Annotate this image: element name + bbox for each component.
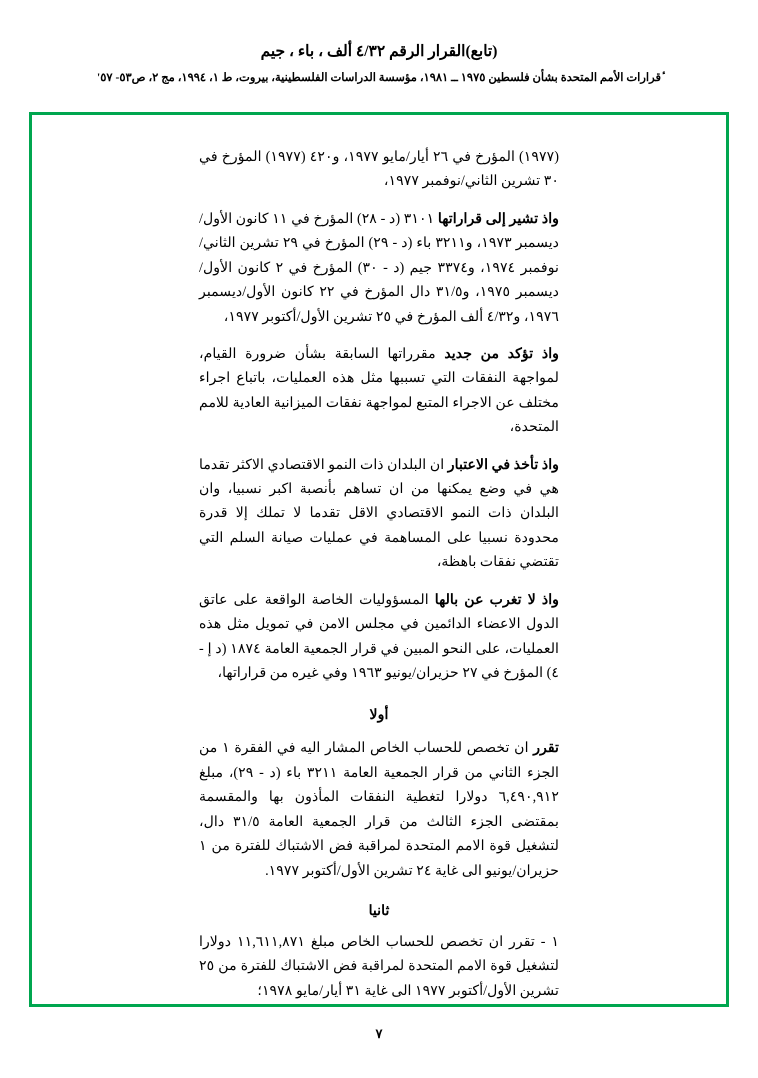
- paragraph-5: [199, 588, 559, 686]
- page-number: ٧: [375, 1026, 383, 1041]
- paragraph-5-text: المسؤوليات الخاصة الواقعة على عاتق الدول الاعضاء الدائمين في مجلس الامن في تمويل مثل هذه العمليات، على النحو المبين في قرار الجمعية العامة ١٨٧٤ (د إ - ٤) المؤرخ في ٢٧ حزيران/يونيو ١٩٦٣ وفي غيره من قراراتها،: [199, 591, 559, 682]
- document-body: [32, 115, 726, 1004]
- paragraph-1: [199, 145, 559, 194]
- content-frame-border: [29, 112, 729, 1007]
- paragraph-4-text: ان البلدان ذات النمو الاقتصادي الاكثر تقدما هي في وضع يمكنها من ان تساهم بأنصبة اكبر نسبيا، وان البلدان ذات النمو الاقتصادي الاقل تقدما لا تملك إلا قدرة محدودة نسبيا على المساهمة في عمليات صيانة السلم التي تقتضي نفقات باهظة،: [199, 456, 559, 571]
- paragraph-6: [199, 736, 559, 883]
- paragraph-3-lead: واذ تؤكد من جديد: [444, 345, 560, 362]
- section-heading-one: أولا: [369, 707, 389, 724]
- paragraph-1-text: (١٩٧٧) المؤرخ في ٢٦ أيار/مايو ١٩٧٧، و٤٢٠ (١٩٧٧) المؤرخ في ٣٠ تشرين الثاني/نوفمبر ١٩٧٧،: [199, 149, 559, 190]
- paragraph-2-text: ٣١٠١ (د - ٢٨) المؤرخ في ١١ كانون الأول/ديسمبر ١٩٧٣، و٣٢١١ باء (د - ٢٩) المؤرخ في ٢٩ تشرين الثاني/نوفمبر ١٩٧٤، و٣٣٧٤ جيم (د - ٣٠) المؤرخ في ٢ كانون الأول/ديسمبر ١٩٧٥، و٣١/٥ دال المؤرخ في ٢٢ كانون الأول/ديسمبر ١٩٧٦، و٤/٣٢ ألف المؤرخ في ٢٥ تشرين الأول/أكتوبر ١٩٧٧،: [199, 210, 559, 325]
- document-title: (تابع)القرار الرقم ٤/٣٢ ألف ، باء ، جيم: [260, 43, 498, 60]
- paragraph-7: [199, 930, 559, 1003]
- text-column: [199, 145, 559, 1003]
- paragraph-3-text: مقرراتها السابقة بشأن ضرورة القيام، لمواجهة النفقات التي تسببها مثل هذه العمليات، باتباع اجراء مختلف عن الاجراء المتبع لمواجهة نفقات الميزانية العادية للامم المتحدة،: [199, 345, 559, 436]
- paragraph-3: [199, 342, 559, 440]
- section-heading-two: ثانيا: [368, 902, 390, 919]
- page-header: [0, 0, 758, 86]
- paragraph-4: [199, 453, 559, 575]
- paragraph-7-text: ١ - تقرر ان تخصص للحساب الخاص مبلغ ١١,٦١١,٨٧١ دولارا لتشغيل قوة الامم المتحدة لمراقبة فض الاشتباك للفترة من ٢٥ تشرين الأول/أكتوبر ١٩٧٧ الى غاية ٣١ أيار/مايو ١٩٧٨؛: [199, 933, 559, 999]
- paragraph-5-lead: واذ لا تغرب عن بالها: [434, 591, 559, 608]
- paragraph-2: [199, 207, 559, 329]
- paragraph-6-lead: تقرر: [533, 740, 560, 757]
- paragraph-4-lead: واذ تأخذ في الاعتبار: [447, 456, 559, 473]
- paragraph-2-lead: واذ تشير إلى قراراتها: [437, 210, 560, 227]
- paragraph-6-text: ان تخصص للحساب الخاص المشار اليه في الفقرة ١ من الجزء الثاني من قرار الجمعية العامة ٣٢١١ باء (د - ٢٩)، مبلغ ٦,٤٩٠,٩١٢ دولارا لتغطية النفقات المأذون بها والمقسمة بمقتضى الجزء الثالث من قرار الجمعية العامة ٣١/٥ دال، لتشغيل قوة الامم المتحدة لمراقبة فض الاشتباك للفترة من ١ حزيران/يونيو الى غاية ٢٤ تشرين الأول/أكتوبر ١٩٧٧.: [199, 740, 559, 879]
- document-source-citation: ٔقرارات الأمم المتحدة بشأن فلسطين ١٩٧٥ ــ ١٩٨١، مؤسسة الدراسات الفلسطينية، بيروت، ط ١، ١٩٩٤، مج ٢، ص٥٣- ٥٧': [97, 72, 661, 85]
